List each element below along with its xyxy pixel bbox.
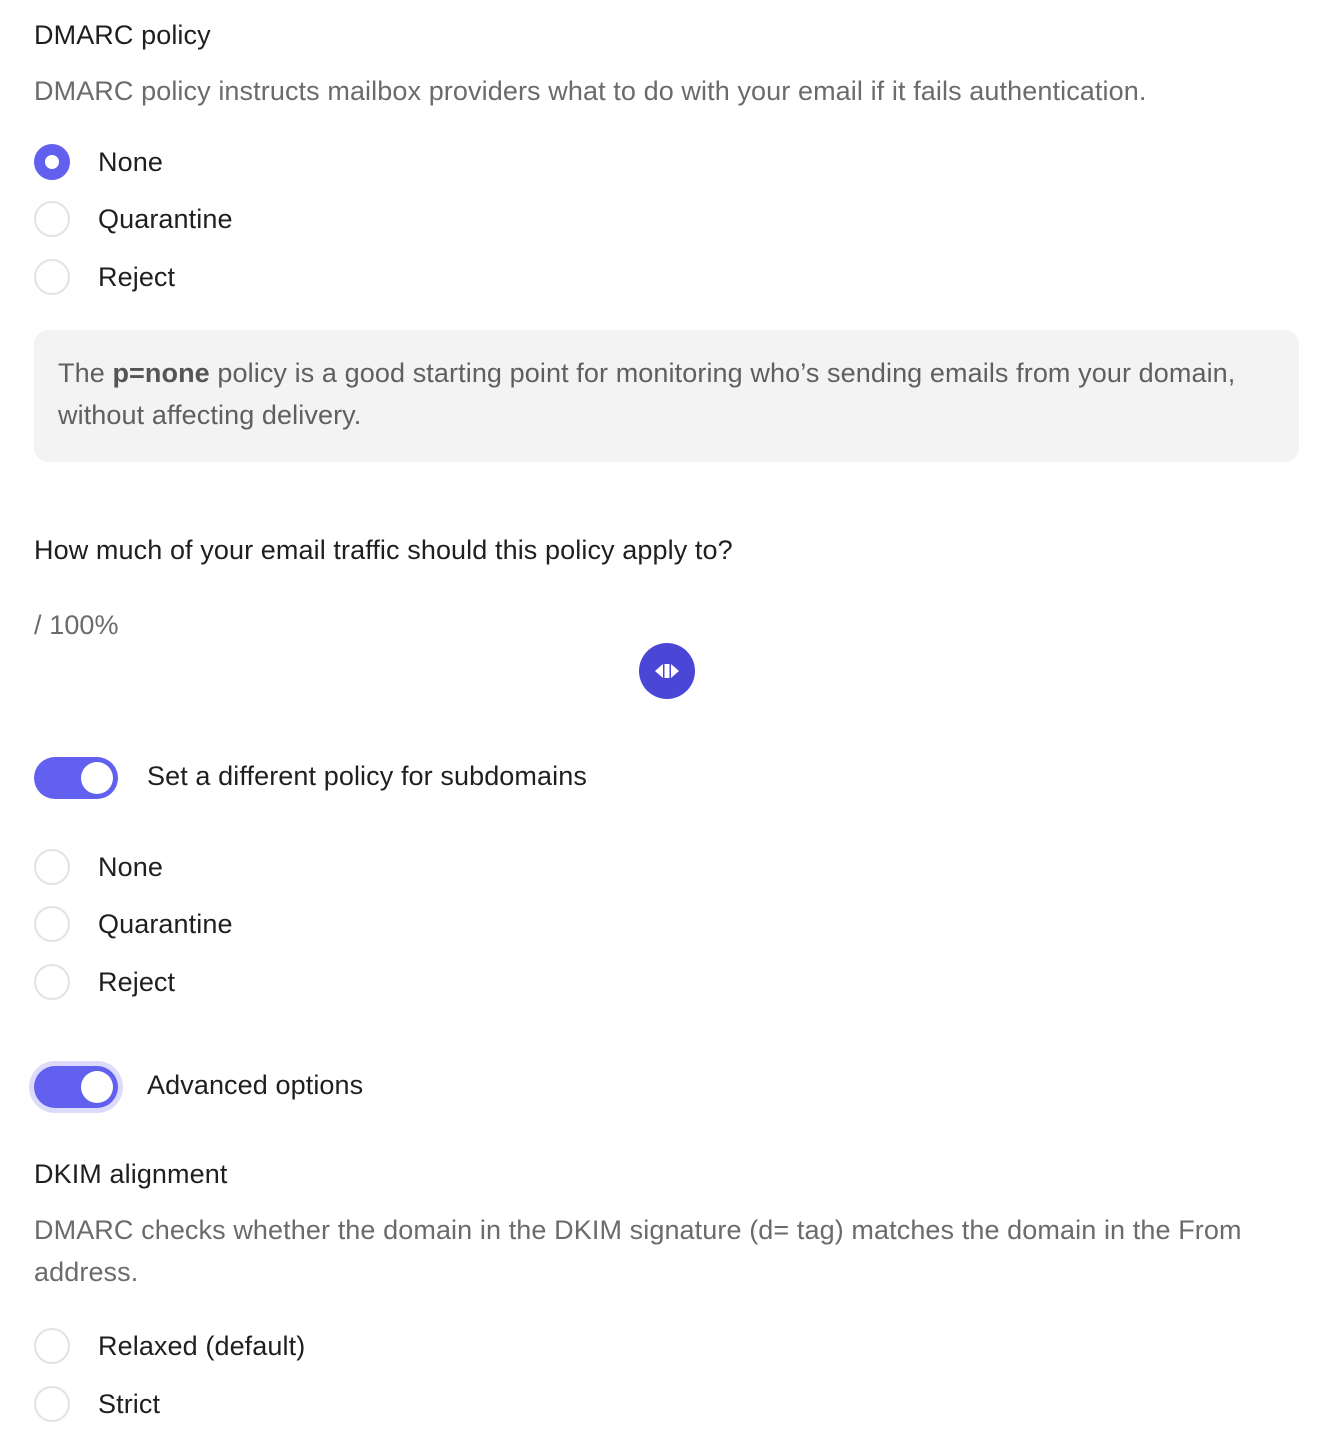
info-policy-tag: p=none <box>112 358 210 388</box>
traffic-question: How much of your email traffic should this policy apply to? <box>34 535 733 565</box>
policy-option-quarantine[interactable] <box>34 199 233 239</box>
radio-selected-icon[interactable] <box>34 144 70 180</box>
subdomain-option-label: None <box>98 851 163 882</box>
subdomain-option-quarantine[interactable] <box>34 904 233 944</box>
policy-option-label: Reject <box>98 261 176 292</box>
dkim-alignment-title: DKIM alignment <box>34 1159 228 1189</box>
subdomain-option-none[interactable] <box>34 847 163 887</box>
toggle-knob <box>81 1071 113 1103</box>
arrows-left-right-icon <box>639 643 695 699</box>
dkim-option-strict[interactable] <box>34 1384 160 1424</box>
subdomain-policy-toggle[interactable] <box>34 757 118 799</box>
advanced-options-toggle-label: Advanced options <box>147 1070 364 1100</box>
dmarc-policy-description: DMARC policy instructs mailbox providers what to do with your email if it fails authentication. <box>34 76 1147 106</box>
advanced-options-toggle[interactable] <box>34 1066 118 1108</box>
policy-option-label: None <box>98 146 163 177</box>
dmarc-policy-title: DMARC policy <box>34 20 211 50</box>
dkim-option-label: Strict <box>98 1388 161 1419</box>
dkim-alignment-description: DMARC checks whether the domain in the DKIM signature (d= tag) matches the domain in the From address. <box>34 1215 1242 1287</box>
radio-unselected-icon[interactable] <box>34 849 70 885</box>
info-suffix: policy is a good starting point for monitoring who’s sending emails from your domain, without affecting delivery. <box>58 358 1236 430</box>
policy-info-text <box>58 352 1275 436</box>
subdomain-option-reject[interactable] <box>34 962 175 1002</box>
dkim-option-label: Relaxed (default) <box>98 1330 306 1361</box>
policy-option-label: Quarantine <box>98 203 233 234</box>
traffic-value-suffix: / 100% <box>34 610 119 640</box>
dkim-option-relaxed[interactable] <box>34 1326 305 1366</box>
subdomain-policy-toggle-label: Set a different policy for subdomains <box>147 761 587 791</box>
subdomain-option-label: Reject <box>98 966 176 997</box>
radio-unselected-icon[interactable] <box>34 964 70 1000</box>
subdomain-option-label: Quarantine <box>98 908 233 939</box>
radio-unselected-icon[interactable] <box>34 1386 70 1422</box>
radio-unselected-icon[interactable] <box>34 906 70 942</box>
radio-unselected-icon[interactable] <box>34 259 70 295</box>
policy-option-none[interactable] <box>34 142 163 182</box>
traffic-slider-handle[interactable] <box>639 643 695 699</box>
radio-unselected-icon[interactable] <box>34 201 70 237</box>
info-prefix: The <box>58 358 113 388</box>
policy-option-reject[interactable] <box>34 257 175 297</box>
radio-unselected-icon[interactable] <box>34 1328 70 1364</box>
policy-info-box <box>34 330 1299 462</box>
toggle-knob <box>81 762 113 794</box>
